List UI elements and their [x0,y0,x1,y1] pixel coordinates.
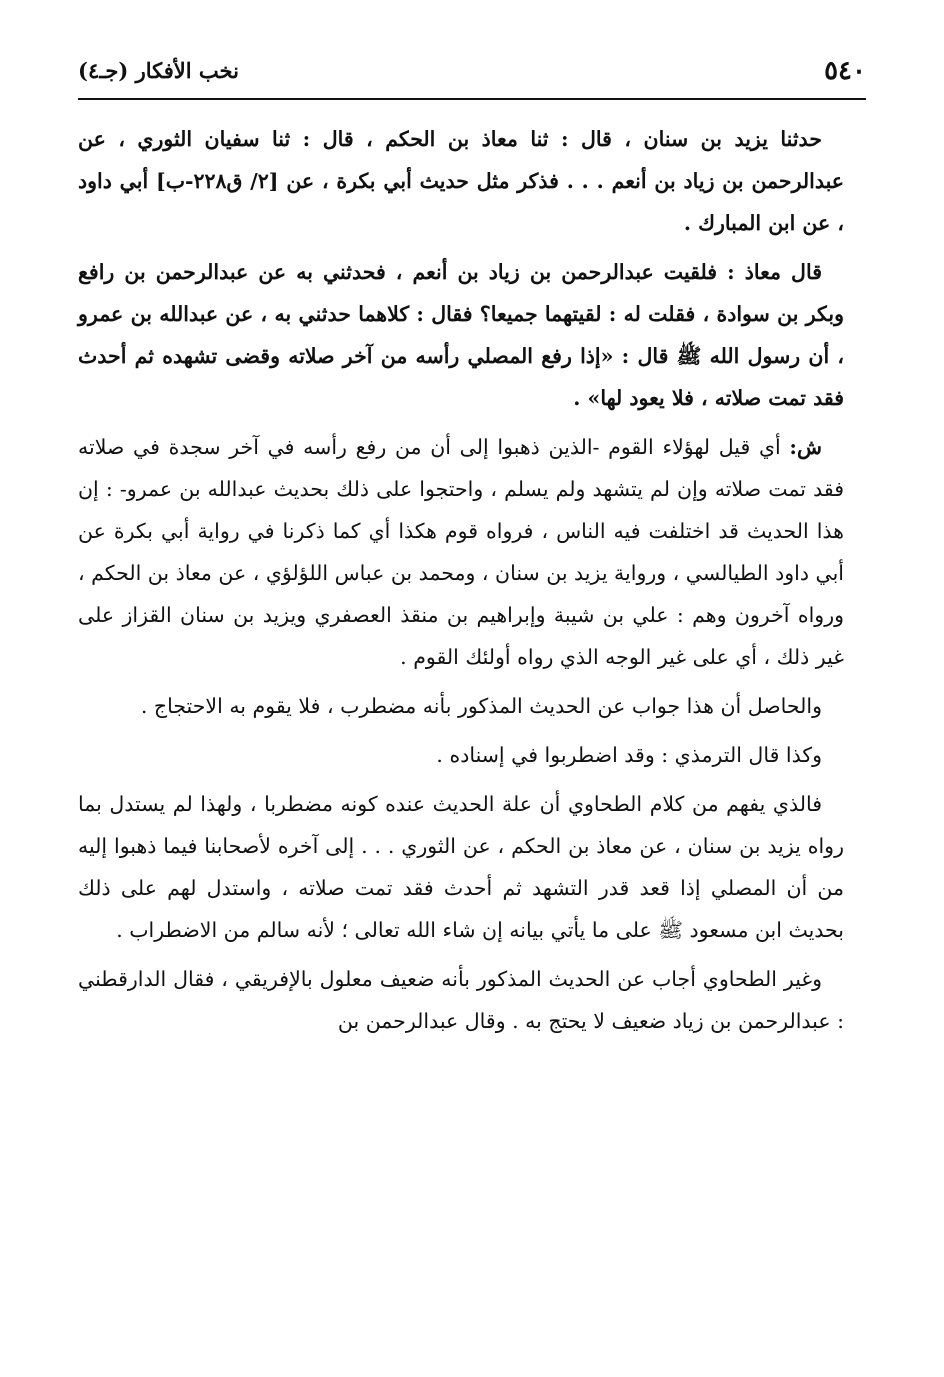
paragraph-text: وغير الطحاوي أجاب عن الحديث المذكور بأنه ضعيف معلول بالإفريقي ، فقال الدارقطني : عبدالرحمن بن زياد ضعيف لا يحتج به . وقال عبدالرحمن بن [78,967,844,1033]
paragraph-text: وكذا قال الترمذي : وقد اضطربوا في إسناده . [436,743,822,767]
page-header [78,56,866,96]
paragraph-conclusion [78,685,844,727]
header-rule [78,98,866,100]
paragraph-text: أي قيل لهؤلاء القوم -الذين ذهبوا إلى أن من رفع رأسه في آخر سجدة في صلاته فقد تمت صلاته وإن لم يتشهد ولم يسلم ، واحتجوا على ذلك بحديث عبدالله بن عمرو- : إن هذا الحديث قد اختلفت فيه الناس ، فرواه قوم هكذا أي كما ذكرنا في رواية أبي بكرة عن أبي داود الطيالسي ، ورواية يزيد بن سنان ، ومحمد بن عباس اللؤلؤي ، عن معاذ بن الحكم ، ورواه آخرون وهم : علي بن شيبة وإبراهيم بن منقذ العصفري ويزيد بن سنان القزاز على غير ذلك ، أي على غير الوجه الذي رواه أولئك القوم . [78,435,844,669]
page-body [78,118,844,1049]
paragraph-text: قال معاذ : فلقيت عبدالرحمن بن زياد بن أنعم ، فحدثني به عن عبدالرحمن بن رافع وبكر بن سوادة ، فقلت له : لقيتهما جميعا؟ فقال : كلاهما حدثني به ، عن عبدالله بن عمرو ، أن رسول الله ﷺ قال : «إذا رفع المصلي رأسه من آخر صلاته وقضى تشهده ثم أحدث فقد تمت صلاته ، فلا يعود لها» . [78,260,844,410]
paragraph-text: حدثنا يزيد بن سنان ، قال : ثنا معاذ بن الحكم ، قال : ثنا سفيان الثوري ، عن عبدالرحمن بن زياد بن أنعم . . . فذكر مثل حديث أبي بكرة ، عن [٢/ ق٢٢٨-ب] أبي داود ، عن ابن المبارك . [78,127,845,235]
paragraph-text: فالذي يفهم من كلام الطحاوي أن علة الحديث عنده كونه مضطربا ، ولهذا لم يستدل بما رواه يزيد بن سنان ، عن معاذ بن الحكم ، عن الثوري . . . إلى آخره لأصحابنا فيما ذهبوا إليه من أن المصلي إذا قعد قدر التشهد ثم أحدث فقد تمت صلاته ، واستدل لهم على ذلك بحديث ابن مسعود ﷺ على ما يأتي بيانه إن شاء الله تعالى ؛ لأنه سالم من الاضطراب . [78,792,844,942]
paragraph-tirmidhi [78,734,844,776]
paragraph-commentary [78,426,844,678]
paragraph-text: والحاصل أن هذا جواب عن الحديث المذكور بأنه مضطرب ، فلا يقوم به الاحتجاج . [140,694,822,718]
paragraph-tahawi [78,783,844,951]
running-title: نخب الأفكار (جـ٤) [78,58,239,83]
paragraph-daraqutni [78,958,844,1042]
paragraph-isnad [78,118,844,244]
paragraph-hadith [78,251,844,419]
page-number: ٥٤٠ [824,56,866,86]
commentary-marker: ش: [789,435,822,459]
